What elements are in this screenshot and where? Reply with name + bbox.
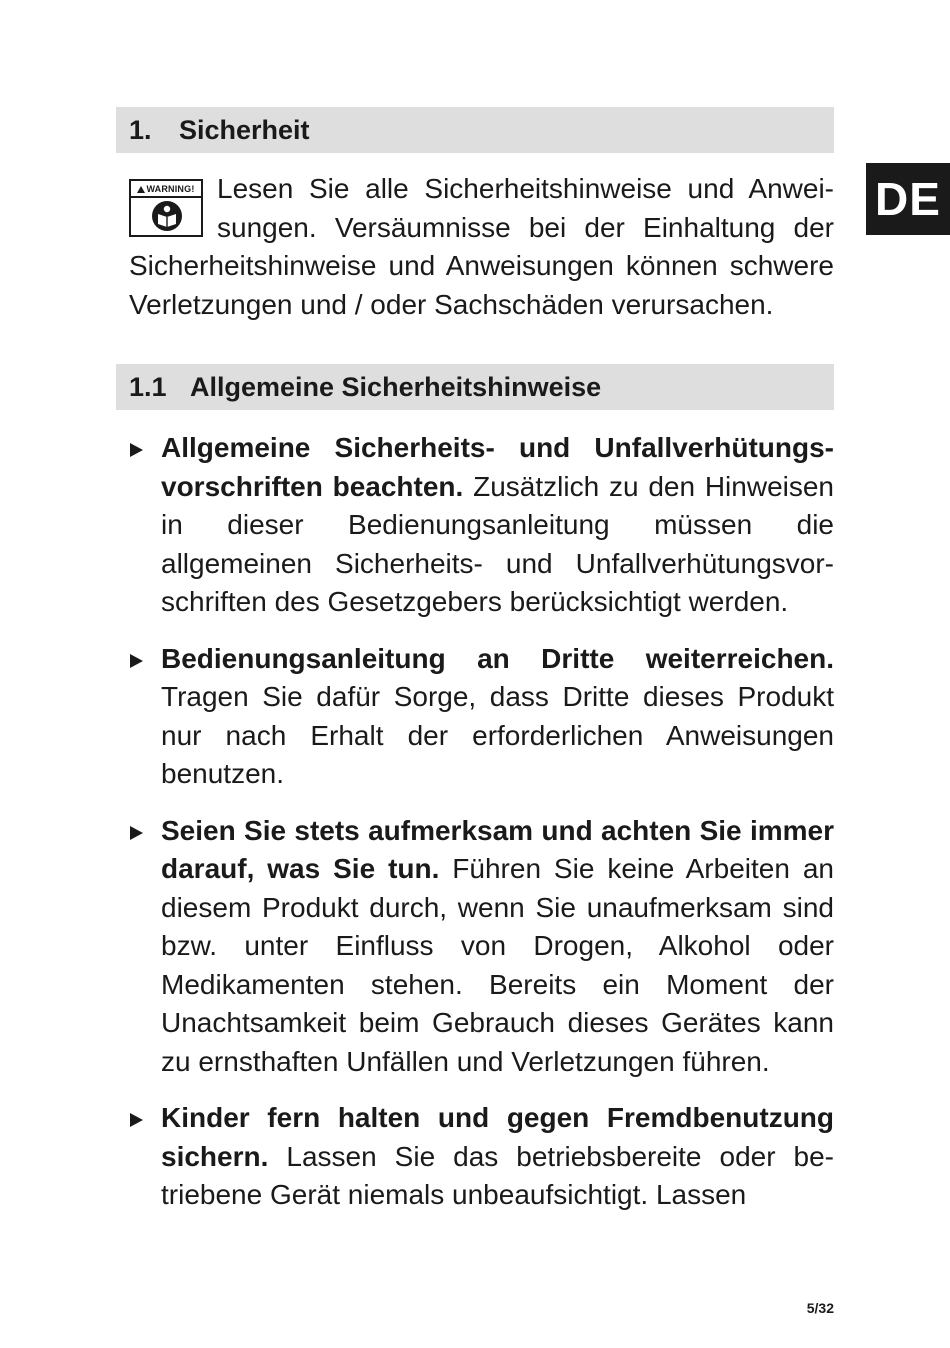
section-number: 1.1	[129, 372, 167, 402]
bullet-heading: Seien Sie stets aufmerksam und achten Sie immer darauf, was Sie tun.	[161, 814, 834, 884]
language-tab: DE	[866, 163, 950, 235]
section-heading-general-safety	[116, 364, 834, 410]
warning-label: WARNING!	[131, 182, 201, 198]
bullet-text: Lassen Sie das betriebsbereite oder betriebene Gerät niemals unbeaufsichtigt. Lassen	[161, 1140, 834, 1210]
read-manual-icon	[151, 200, 183, 232]
bullet-triangle-icon	[130, 826, 143, 840]
page-number: 5/32	[806, 1300, 834, 1316]
list-item	[161, 812, 834, 1082]
bullet-triangle-icon	[130, 654, 143, 668]
section-title: Sicherheit	[179, 115, 310, 145]
bullet-text: Führen Sie keine Arbeiten an diesem Produkt durch, wenn Sie unaufmerksam sind bzw. unter Einfluss von Drogen, Alkohol oder Medikamenten stehen. Bereits ein Moment der Unachtsamkeit beim Gebrauch dieses Gerätes kann zu ernsthaften Unfällen und Verletzungen führen.	[161, 853, 834, 1077]
bullet-heading: Bedienungsanleitung an Dritte weiterreichen.	[161, 642, 834, 674]
bullet-text: Zusätzlich zu den Hinweisen in dieser Bedienungsanleitung müssen die allgemeinen Sicherheits- und Unfallverhütungsvorschriften des Gesetzgebers berücksichtigt werden.	[161, 470, 835, 617]
list-item	[161, 429, 834, 622]
list-item	[161, 640, 834, 794]
safety-bullet-list	[161, 429, 834, 1233]
intro-paragraph	[129, 170, 834, 324]
bullet-triangle-icon	[130, 1113, 143, 1127]
bullet-heading: Kinder fern halten und gegen Fremdbenutzung sichern.	[161, 1102, 834, 1172]
bullet-triangle-icon	[130, 443, 143, 457]
warning-triangle-icon	[137, 186, 145, 193]
warning-read-manual-icon	[129, 179, 203, 237]
bullet-heading: Allgemeine Sicherheits- und Unfallverhütungsvorschriften beachten.	[161, 432, 834, 502]
section-number: 1.	[129, 115, 152, 145]
intro-text: Lesen Sie alle Sicherheitshinweise und Anweisungen. Versäumnisse bei der Einhaltung der Sicherheitshinweise und Anweisungen können schwere Verletzungen und / oder Sachschäden verursachen.	[129, 173, 834, 320]
bullet-text: Tragen Sie dafür Sorge, dass Dritte dieses Produkt nur nach Erhalt der erforderlichen Anweisungen benutzen.	[161, 681, 834, 789]
list-item	[161, 1099, 834, 1215]
section-heading-safety	[116, 107, 834, 153]
section-title: Allgemeine Sicherheitshinweise	[190, 372, 602, 402]
